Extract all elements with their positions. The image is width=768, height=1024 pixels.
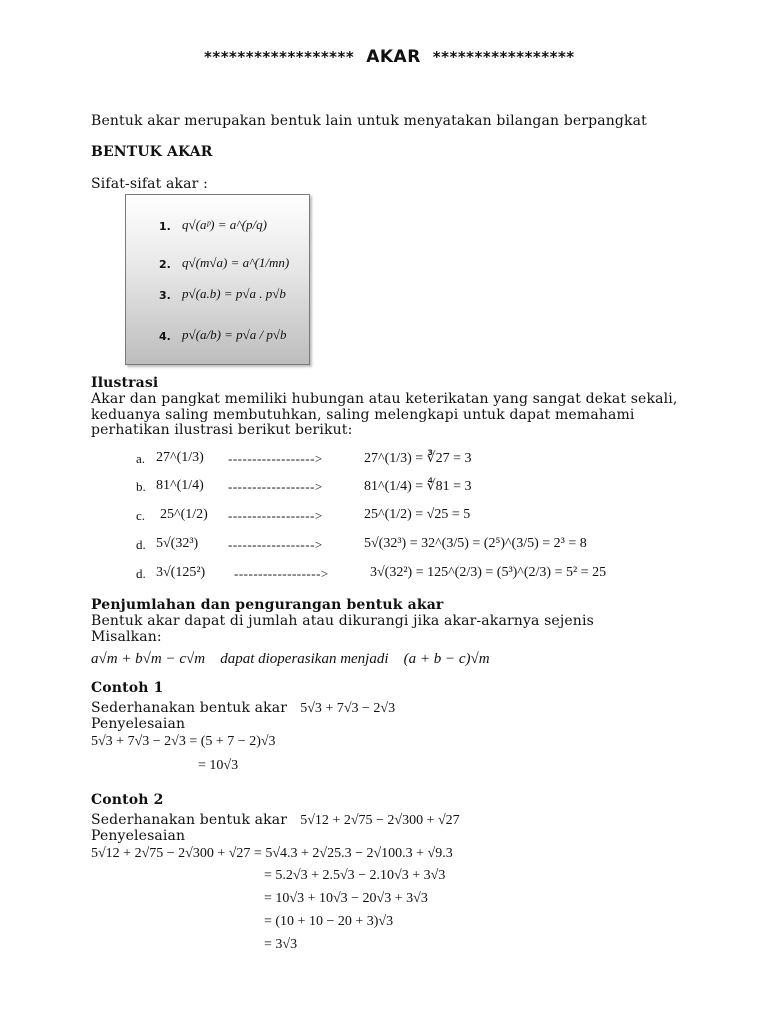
item-label: b.: [136, 479, 146, 494]
contoh2-expr: 5√12 + 2√75 − 2√300 + √27: [300, 813, 460, 828]
contoh2-step: = 3√3: [264, 937, 298, 952]
property-number: 4.: [159, 330, 171, 343]
contoh2-question: Sederhanakan bentuk akar: [91, 812, 288, 828]
contoh1-expr: 5√3 + 7√3 − 2√3: [300, 701, 396, 716]
contoh2-heading: Contoh 2: [91, 792, 164, 808]
contoh1-step: 5√3 + 7√3 − 2√3 = (5 + 7 − 2)√3: [91, 734, 276, 749]
page-title: [204, 47, 575, 67]
contoh2-step: = 5.2√3 + 2.5√3 − 2.10√3 + 3√3: [264, 868, 446, 883]
properties-box: [125, 194, 310, 365]
contoh2-step: = (10 + 10 − 20 + 3)√3: [264, 914, 394, 929]
penjumlahan-formula: [91, 648, 490, 668]
item-label: a.: [136, 451, 146, 466]
item-left: 3√(125²): [156, 565, 206, 580]
property-number: 3.: [159, 289, 171, 302]
item-label: c.: [136, 508, 146, 523]
item-left: 5√(32³): [156, 536, 199, 551]
intro-text: Bentuk akar merupakan bentuk lain untuk menyatakan bilangan berpangkat: [91, 113, 647, 129]
title-text: AKAR: [366, 47, 421, 67]
item-right: 3√(32²) = 125^(2/3) = (5³)^(2/3) = 5² = 25: [370, 565, 607, 580]
section-heading-bentuk-akar: BENTUK AKAR: [91, 144, 213, 160]
item-right: 81^(1/4) = ∜81 = 3: [364, 479, 472, 494]
ilustrasi-line: perhatikan ilustrasi berikut berikut:: [91, 422, 353, 438]
property-formula: q√(m√a) = a^(1/mn): [182, 255, 290, 270]
formula-right: (a + b − c)√m: [403, 651, 490, 667]
item-label: d.: [136, 537, 146, 552]
ilustrasi-line: keduanya saling membutuhkan, saling melengkapi untuk dapat memahami: [91, 407, 635, 423]
ilustrasi-heading: Ilustrasi: [91, 375, 159, 391]
contoh1-penyelesaian: Penyelesaian: [91, 716, 186, 732]
contoh1-question: Sederhanakan bentuk akar: [91, 700, 288, 716]
title-stars-left: ******************: [204, 48, 355, 66]
property-formula: p√(a.b) = p√a . p√b: [182, 286, 286, 301]
sifat-label: Sifat-sifat akar :: [91, 176, 208, 192]
item-right: 27^(1/3) = ∛27 = 3: [364, 451, 472, 466]
contoh2-step: = 10√3 + 10√3 − 20√3 + 3√3: [264, 891, 428, 906]
formula-left: a√m + b√m − c√m: [91, 651, 206, 667]
contoh2-step: 5√12 + 2√75 − 2√300 + √27 = 5√4.3 + 2√25.3 − 2√100.3 + √9.3: [91, 846, 453, 861]
item-arrow: ------------------>: [234, 566, 329, 581]
item-arrow: ------------------>: [228, 537, 323, 552]
title-stars-right: *****************: [432, 48, 575, 66]
contoh1-step: = 10√3: [198, 758, 239, 773]
ilustrasi-line: Akar dan pangkat memiliki hubungan atau keterikatan yang sangat dekat sekali,: [91, 391, 678, 407]
property-number: 1.: [159, 220, 171, 233]
contoh2-penyelesaian: Penyelesaian: [91, 828, 186, 844]
item-arrow: ------------------>: [228, 508, 323, 523]
item-left: 81^(1/4): [156, 478, 204, 493]
item-left: 25^(1/2): [160, 507, 208, 522]
item-label: d.: [136, 566, 146, 581]
formula-mid: dapat dioperasikan menjadi: [220, 651, 389, 667]
contoh2-question-row: [91, 809, 460, 829]
contoh1-heading: Contoh 1: [91, 680, 164, 696]
property-formula: p√(a/b) = p√a / p√b: [182, 327, 287, 342]
item-right: 5√(32³) = 32^(3/5) = (2⁵)^(3/5) = 2³ = 8: [364, 536, 587, 551]
item-arrow: ------------------>: [228, 479, 323, 494]
penjumlahan-heading: Penjumlahan dan pengurangan bentuk akar: [91, 597, 444, 613]
item-right: 25^(1/2) = √25 = 5: [364, 507, 471, 522]
property-number: 2.: [159, 258, 171, 271]
item-arrow: ------------------>: [228, 451, 323, 466]
property-formula: q√(aᵖ) = a^(p/q): [182, 217, 267, 232]
penjumlahan-line: Misalkan:: [91, 629, 162, 645]
penjumlahan-line: Bentuk akar dapat di jumlah atau dikurangi jika akar-akarnya sejenis: [91, 613, 594, 629]
contoh1-question-row: [91, 697, 395, 717]
item-left: 27^(1/3): [156, 450, 204, 465]
